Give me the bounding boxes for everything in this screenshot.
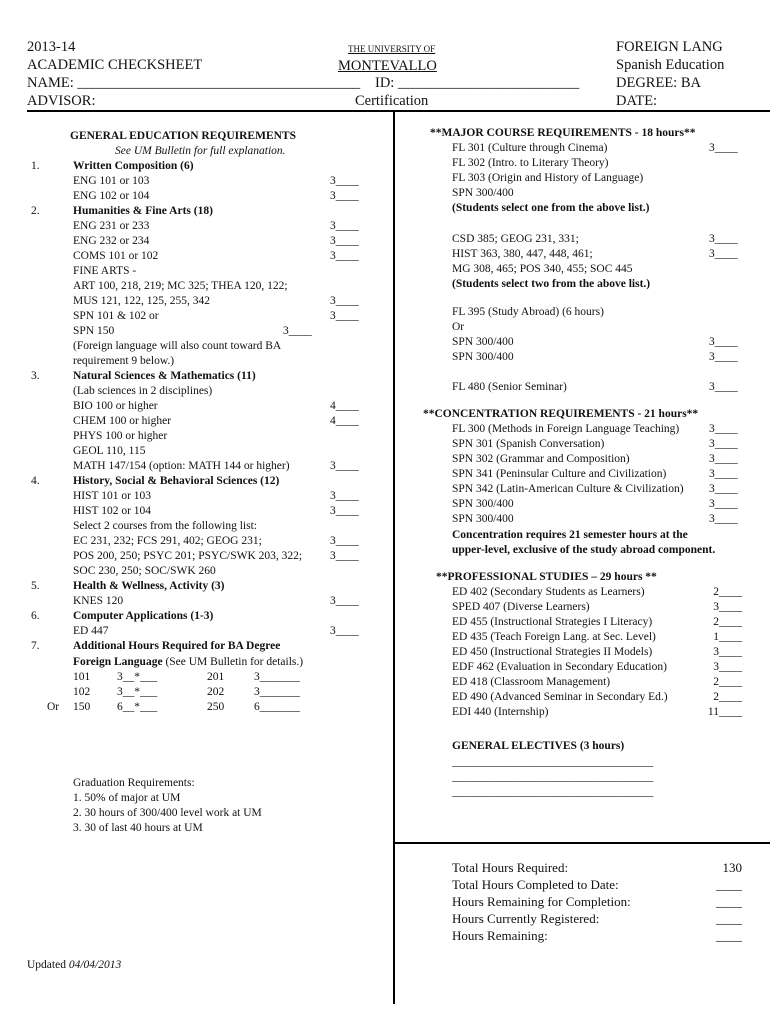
fl-course: 202 <box>207 686 225 698</box>
graduation-item: 3. 30 of last 40 hours at UM <box>73 822 203 834</box>
hours-blank: 3____ <box>330 535 359 547</box>
graduation-item: 2. 30 hours of 300/400 level work at UM <box>73 807 262 819</box>
university-name: MONTEVALLO <box>338 58 437 74</box>
concentration-course: SPN 300/400 <box>452 498 514 510</box>
updated-row <box>27 958 121 973</box>
section-number: 4. <box>31 475 40 487</box>
name-row <box>27 74 360 92</box>
fl-hours-blank: 6_______ <box>254 701 300 713</box>
section-heading: Additional Hours Required for BA Degree <box>73 640 281 652</box>
hours-blank: 3____ <box>709 483 738 495</box>
totals-value: 130 <box>722 860 742 875</box>
major-course: HIST 363, 380, 447, 448, 461; <box>452 248 593 260</box>
checksheet-title: ACADEMIC CHECKSHEET <box>27 57 203 73</box>
hours-blank: 2____ <box>713 616 742 628</box>
section-number: 7. <box>31 640 40 652</box>
totals-value: ____ <box>716 894 742 909</box>
hours-blank: 3____ <box>709 248 738 260</box>
major-course: FL 480 (Senior Seminar) <box>452 381 567 393</box>
totals-rule <box>393 842 770 844</box>
or-label: Or <box>47 701 60 713</box>
course-text: ENG 101 or 103 <box>73 175 150 187</box>
hours-blank: 3____ <box>330 505 359 517</box>
major-course: (Students select one from the above list.) <box>452 202 650 214</box>
course-text: requirement 9 below.) <box>73 355 175 367</box>
hours-blank: 2____ <box>713 691 742 703</box>
fl-course: 102 <box>73 686 91 698</box>
section-number: 2. <box>31 205 40 217</box>
course-text: KNES 120 <box>73 595 124 607</box>
concentration-course: SPN 341 (Peninsular Culture and Civilization) <box>452 468 667 480</box>
major-course: FL 303 (Origin and History of Language) <box>452 172 644 184</box>
fl-course: 250 <box>207 701 225 713</box>
course-text: ED 447 <box>73 625 109 637</box>
major-course: SPN 300/400 <box>452 351 514 363</box>
course-text: Select 2 courses from the following list: <box>73 520 257 532</box>
hours-blank: 2____ <box>713 676 742 688</box>
course-text: PHYS 100 or higher <box>73 430 168 442</box>
certification: Certification <box>355 93 429 109</box>
course-text: BIO 100 or higher <box>73 400 158 412</box>
course-text: EC 231, 232; FCS 291, 402; GEOG 231; <box>73 535 262 547</box>
hours-blank: 3____ <box>709 233 738 245</box>
major-course: FL 302 (Intro. to Literary Theory) <box>452 157 609 169</box>
concentration-course: SPN 301 (Spanish Conversation) <box>452 438 605 450</box>
program: Spanish Education <box>616 57 725 73</box>
hours-blank: 3____ <box>709 423 738 435</box>
professional-course: ED 435 (Teach Foreign Lang. at Sec. Level) <box>452 631 656 643</box>
fl-hours-blank: 3_______ <box>254 686 300 698</box>
updated-date: 04/04/2013 <box>68 959 122 971</box>
university-small: THE UNIVERSITY OF <box>348 44 436 54</box>
electives-title: GENERAL ELECTIVES (3 hours) <box>452 740 625 752</box>
date-label: DATE: <box>616 93 658 109</box>
major-course: (Students select two from the above list.) <box>452 278 651 290</box>
course-text: COMS 101 or 102 <box>73 250 159 262</box>
hours-blank: 3____ <box>713 646 742 658</box>
major-course: Or <box>452 321 465 333</box>
hours-blank: 3____ <box>709 468 738 480</box>
totals-label: Hours Remaining: <box>452 928 548 943</box>
course-text: (Lab sciences in 2 disciplines) <box>73 385 213 397</box>
name-field[interactable]: _______________________________________ <box>77 75 361 91</box>
professional-course: EDI 440 (Internship) <box>452 706 549 718</box>
graduation-title: Graduation Requirements: <box>73 777 195 789</box>
section-heading: Computer Applications (1-3) <box>73 610 214 622</box>
hours-blank: 3____ <box>709 351 738 363</box>
hours-blank: 3____ <box>713 661 742 673</box>
hours-blank: 3____ <box>330 250 359 262</box>
course-text: ENG 231 or 233 <box>73 220 150 232</box>
foreign-language-label: Foreign Language <box>73 656 163 668</box>
hours-blank: 3____ <box>709 453 738 465</box>
major-course: FL 395 (Study Abroad) (6 hours) <box>452 306 604 318</box>
professional-course: EDF 462 (Evaluation in Secondary Education) <box>452 661 667 673</box>
professional-title: **PROFESSIONAL STUDIES – 29 hours ** <box>436 571 657 583</box>
professional-course: ED 418 (Classroom Management) <box>452 676 611 688</box>
hours-blank: 3____ <box>709 513 738 525</box>
hours-blank: 3____ <box>330 175 359 187</box>
course-text: HIST 102 or 104 <box>73 505 152 517</box>
course-text: SPN 150 <box>73 325 115 337</box>
elective-line-2[interactable]: ___________________________________ <box>452 771 654 783</box>
fl-hours-blank: 6__*___ <box>117 701 158 713</box>
major-course: FL 301 (Culture through Cinema) <box>452 142 608 154</box>
section-heading: Written Composition (6) <box>73 160 194 172</box>
hours-blank: 3____ <box>330 220 359 232</box>
hours-blank: 3____ <box>330 460 359 472</box>
elective-line-1[interactable]: ___________________________________ <box>452 756 654 768</box>
hours-blank: 3____ <box>709 438 738 450</box>
totals-label: Hours Currently Registered: <box>452 911 600 926</box>
id-label: ID: <box>375 75 398 91</box>
major-title: **MAJOR COURSE REQUIREMENTS - 18 hours** <box>430 127 696 139</box>
degree: DEGREE: BA <box>616 75 701 91</box>
professional-course: ED 490 (Advanced Seminar in Secondary Ed.) <box>452 691 668 703</box>
hours-blank: 3____ <box>283 325 312 337</box>
section-heading: Natural Sciences & Mathematics (11) <box>73 370 256 382</box>
id-row <box>375 74 579 92</box>
hours-blank: 4____ <box>330 415 359 427</box>
concentration-course: SPN 300/400 <box>452 513 514 525</box>
hours-blank: 3____ <box>709 498 738 510</box>
professional-course: ED 402 (Secondary Students as Learners) <box>452 586 645 598</box>
foreign-language-note: (See UM Bulletin for details.) <box>162 656 304 668</box>
major-course: SPN 300/400 <box>452 187 514 199</box>
gen-ed-title: GENERAL EDUCATION REQUIREMENTS <box>70 130 296 142</box>
hours-blank: 3____ <box>330 490 359 502</box>
totals-label: Hours Remaining for Completion: <box>452 894 631 909</box>
course-text: ART 100, 218, 219; MC 325; THEA 120, 122; <box>73 280 288 292</box>
gen-ed-subtitle: See UM Bulletin for full explanation. <box>115 145 286 157</box>
hours-blank: 3____ <box>709 336 738 348</box>
course-text: HIST 101 or 103 <box>73 490 152 502</box>
header-rule <box>27 110 770 112</box>
hours-blank: 3____ <box>330 190 359 202</box>
section-heading: Humanities & Fine Arts (18) <box>73 205 213 217</box>
hours-blank: 3____ <box>330 235 359 247</box>
professional-course: ED 450 (Instructional Strategies II Models) <box>452 646 653 658</box>
course-text: MUS 121, 122, 125, 255, 342 <box>73 295 211 307</box>
totals-label: Total Hours Required: <box>452 860 569 875</box>
fl-course: 201 <box>207 671 225 683</box>
hours-blank: 11____ <box>707 706 742 718</box>
course-text: ENG 232 or 234 <box>73 235 150 247</box>
course-text: SOC 230, 250; SOC/SWK 260 <box>73 565 216 577</box>
course-text: SPN 101 & 102 or <box>73 310 159 322</box>
hours-blank: 3____ <box>330 550 359 562</box>
advisor-label: ADVISOR: <box>27 93 96 109</box>
hours-blank: 3____ <box>709 381 738 393</box>
hours-blank: 4____ <box>330 400 359 412</box>
hours-blank: 3____ <box>330 625 359 637</box>
section-number: 1. <box>31 160 40 172</box>
professional-course: ED 455 (Instructional Strategies I Literacy) <box>452 616 653 628</box>
major-course: MG 308, 465; POS 340, 455; SOC 445 <box>452 263 633 275</box>
course-text: ENG 102 or 104 <box>73 190 150 202</box>
section-heading: Health & Wellness, Activity (3) <box>73 580 225 592</box>
totals-value: ____ <box>716 877 742 892</box>
hours-blank: 3____ <box>330 295 359 307</box>
major-course: CSD 385; GEOG 231, 331; <box>452 233 579 245</box>
department: FOREIGN LANG <box>616 39 723 55</box>
foreign-language-row <box>73 655 303 670</box>
major-course: SPN 300/400 <box>452 336 514 348</box>
hours-blank: 3____ <box>713 601 742 613</box>
totals-value: ____ <box>716 911 742 926</box>
hours-blank: 3____ <box>330 310 359 322</box>
hours-blank: 1____ <box>713 631 742 643</box>
course-text: (Foreign language will also count toward BA <box>73 340 282 352</box>
hours-blank: 3____ <box>330 595 359 607</box>
fl-hours-blank: 3__*___ <box>117 686 158 698</box>
section-number: 3. <box>31 370 40 382</box>
id-field[interactable]: _________________________ <box>397 75 580 91</box>
section-number: 5. <box>31 580 40 592</box>
concentration-note-1: Concentration requires 21 semester hours at the <box>452 529 688 541</box>
year: 2013-14 <box>27 39 76 55</box>
hours-blank: 3____ <box>709 142 738 154</box>
concentration-title: **CONCENTRATION REQUIREMENTS - 21 hours** <box>423 408 699 420</box>
section-number: 6. <box>31 610 40 622</box>
name-label: NAME: <box>27 75 78 91</box>
concentration-course: FL 300 (Methods in Foreign Language Teaching) <box>452 423 680 435</box>
section-heading: History, Social & Behavioral Sciences (12) <box>73 475 280 487</box>
course-text: MATH 147/154 (option: MATH 144 or higher) <box>73 460 290 472</box>
fl-course: 150 <box>73 701 91 713</box>
column-divider <box>393 112 395 1004</box>
graduation-item: 1. 50% of major at UM <box>73 792 181 804</box>
fl-hours-blank: 3__*___ <box>117 671 158 683</box>
elective-line-3[interactable]: ___________________________________ <box>452 786 654 798</box>
concentration-course: SPN 342 (Latin-American Culture & Civilization) <box>452 483 684 495</box>
totals-value: ____ <box>716 928 742 943</box>
fl-course: 101 <box>73 671 91 683</box>
hours-blank: 2____ <box>713 586 742 598</box>
concentration-course: SPN 302 (Grammar and Composition) <box>452 453 630 465</box>
concentration-note-2: upper-level, exclusive of the study abroad component. <box>452 544 716 556</box>
fl-hours-blank: 3_______ <box>254 671 300 683</box>
updated-label: Updated <box>27 959 69 971</box>
course-text: GEOL 110, 115 <box>73 445 146 457</box>
course-text: POS 200, 250; PSYC 201; PSYC/SWK 203, 322; <box>73 550 303 562</box>
course-text: CHEM 100 or higher <box>73 415 172 427</box>
professional-course: SPED 407 (Diverse Learners) <box>452 601 590 613</box>
course-text: FINE ARTS - <box>73 265 137 277</box>
totals-label: Total Hours Completed to Date: <box>452 877 619 892</box>
